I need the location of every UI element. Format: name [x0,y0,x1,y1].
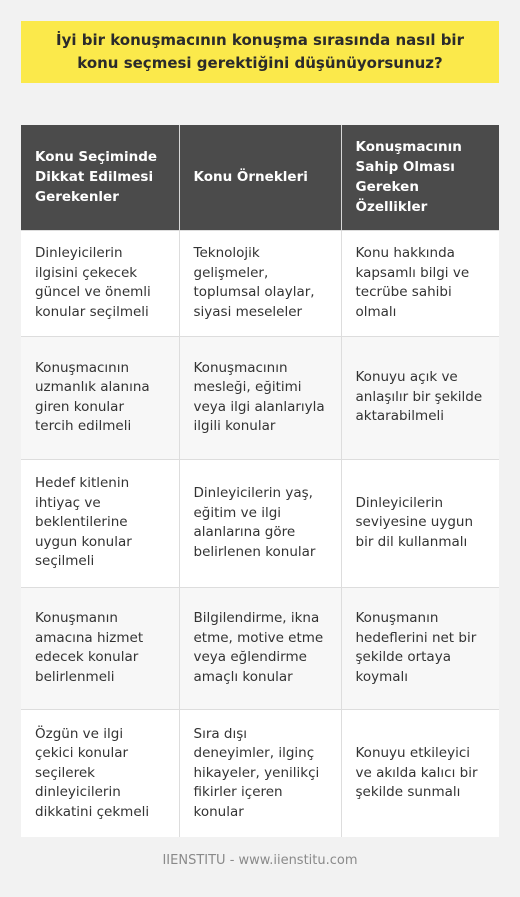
table-cell: Hedef kitlenin ihtiyaç ve beklentilerine uygun konular seçilmeli [21,459,179,587]
table-cell: Konuşmanın amacına hizmet edecek konular belirlenmeli [21,587,179,709]
table-header-row [21,125,499,230]
table-cell: Dinleyicilerin yaş, eğitim ve ilgi alanlarına göre belirlenen konular [179,459,341,587]
comparison-table [21,125,499,837]
table-row [21,336,499,459]
table-cell: Konuyu açık ve anlaşılır bir şekilde aktarabilmeli [341,336,499,459]
table-cell: Bilgilendirme, ikna etme, motive etme veya eğlendirme amaçlı konular [179,587,341,709]
table-cell: Dinleyicilerin seviyesine uygun bir dil kullanmalı [341,459,499,587]
table-row [21,459,499,587]
table-cell: Özgün ve ilgi çekici konular seçilerek dinleyicilerin dikkatini çekmeli [21,709,179,837]
table-cell: Konuşmacının mesleği, eğitimi veya ilgi alanlarıyla ilgili konular [179,336,341,459]
table-cell: Konu hakkında kapsamlı bilgi ve tecrübe sahibi olmalı [341,230,499,336]
table-cell: Konuşmacının uzmanlık alanına giren konular tercih edilmeli [21,336,179,459]
column-header-criteria: Konu Seçiminde Dikkat Edilmesi Gerekenler [21,125,179,230]
column-header-examples: Konu Örnekleri [179,125,341,230]
page-title: İyi bir konuşmacının konuşma sırasında nasıl bir konu seçmesi gerektiğini düşünüyorsunuz? [21,21,499,83]
column-header-qualities: Konuşmacının Sahip Olması Gereken Özellikler [341,125,499,230]
table-cell: Teknolojik gelişmeler, toplumsal olaylar, siyasi meseleler [179,230,341,336]
table-row [21,230,499,336]
table-cell: Konuyu etkileyici ve akılda kalıcı bir şekilde sunmalı [341,709,499,837]
table-cell: Dinleyicilerin ilgisini çekecek güncel ve önemli konular seçilmeli [21,230,179,336]
table-cell: Konuşmanın hedeflerini net bir şekilde ortaya koymalı [341,587,499,709]
footer-credit: IIENSTITU - www.iienstitu.com [162,853,358,868]
table-row [21,587,499,709]
table-row [21,709,499,837]
table-cell: Sıra dışı deneyimler, ilginç hikayeler, yenilikçi fikirler içeren konular [179,709,341,837]
